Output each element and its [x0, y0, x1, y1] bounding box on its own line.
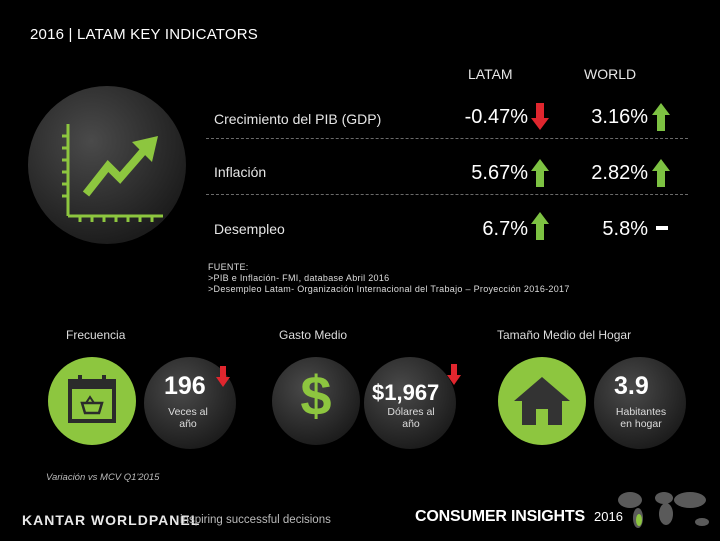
gasto-icon-circle — [272, 357, 360, 445]
frecuencia-unit — [160, 406, 216, 430]
arrow-down-icon — [447, 364, 461, 391]
dollar-icon: $ — [300, 364, 332, 427]
unit-line: en hogar — [620, 418, 662, 430]
arrow-up-icon — [652, 103, 670, 136]
gasto-value: $1,967 — [372, 380, 440, 405]
latam-inflation-value: 5.67% — [471, 162, 528, 184]
latam-gdp-value: -0.47% — [464, 106, 528, 128]
column-header-latam: LATAM — [468, 66, 513, 82]
row-divider — [206, 194, 688, 195]
latam-unemployment-value: 6.7% — [482, 218, 528, 240]
unit-line: Veces al — [168, 406, 208, 418]
row-divider — [206, 138, 688, 139]
growth-chart-icon — [28, 86, 186, 244]
arrow-down-icon — [531, 103, 549, 136]
hogar-panel — [594, 357, 686, 449]
frecuencia-title: Frecuencia — [66, 328, 126, 342]
world-inflation-value: 2.82% — [591, 162, 648, 184]
hogar-value: 3.9 — [614, 372, 649, 400]
gasto-unit — [380, 406, 442, 430]
indicator-label-gdp: Crecimiento del PIB (GDP) — [214, 111, 382, 127]
world-unemployment-value: 5.8% — [602, 218, 648, 240]
world-map-icon — [612, 486, 716, 541]
world-gdp-value: 3.16% — [591, 106, 648, 128]
house-icon — [498, 357, 586, 445]
flat-dash-icon — [656, 226, 668, 230]
unit-line: Dólares al — [387, 406, 435, 418]
arrow-up-icon — [652, 159, 670, 192]
frecuencia-value: 196 — [164, 372, 206, 400]
source-note — [208, 262, 570, 295]
hogar-title: Tamaño Medio del Hogar — [497, 328, 632, 342]
source-line: FUENTE: — [208, 262, 249, 272]
consumer-insights-year: 2016 — [594, 509, 623, 524]
indicator-label-inflation: Inflación — [214, 164, 267, 180]
arrow-down-icon — [216, 366, 230, 393]
source-line: >PIB e Inflación- FMI, database Abril 2016 — [208, 273, 390, 283]
calendar-icon — [48, 357, 136, 445]
consumer-insights-logo: CONSUMER INSIGHTS — [415, 508, 585, 525]
variation-footnote: Variación vs MCV Q1'2015 — [46, 472, 160, 483]
unit-line: año — [402, 418, 420, 430]
tagline: inspiring successful decisions — [180, 514, 331, 526]
unit-line: año — [179, 418, 197, 430]
arrow-up-icon — [531, 212, 549, 245]
column-header-world: WORLD — [584, 66, 637, 82]
hogar-unit — [608, 406, 674, 430]
source-line: >Desempleo Latam- Organización Internacional del Trabajo – Proyección 2016-2017 — [208, 284, 570, 294]
arrow-up-icon — [531, 159, 549, 192]
gasto-title: Gasto Medio — [279, 328, 348, 342]
page-title: 2016 | LATAM KEY INDICATORS — [30, 26, 258, 43]
indicator-label-unemployment: Desempleo — [214, 221, 285, 237]
unit-line: Habitantes — [615, 406, 667, 418]
kantar-worldpanel-logo: KANTAR WORLDPANEL — [22, 512, 201, 528]
